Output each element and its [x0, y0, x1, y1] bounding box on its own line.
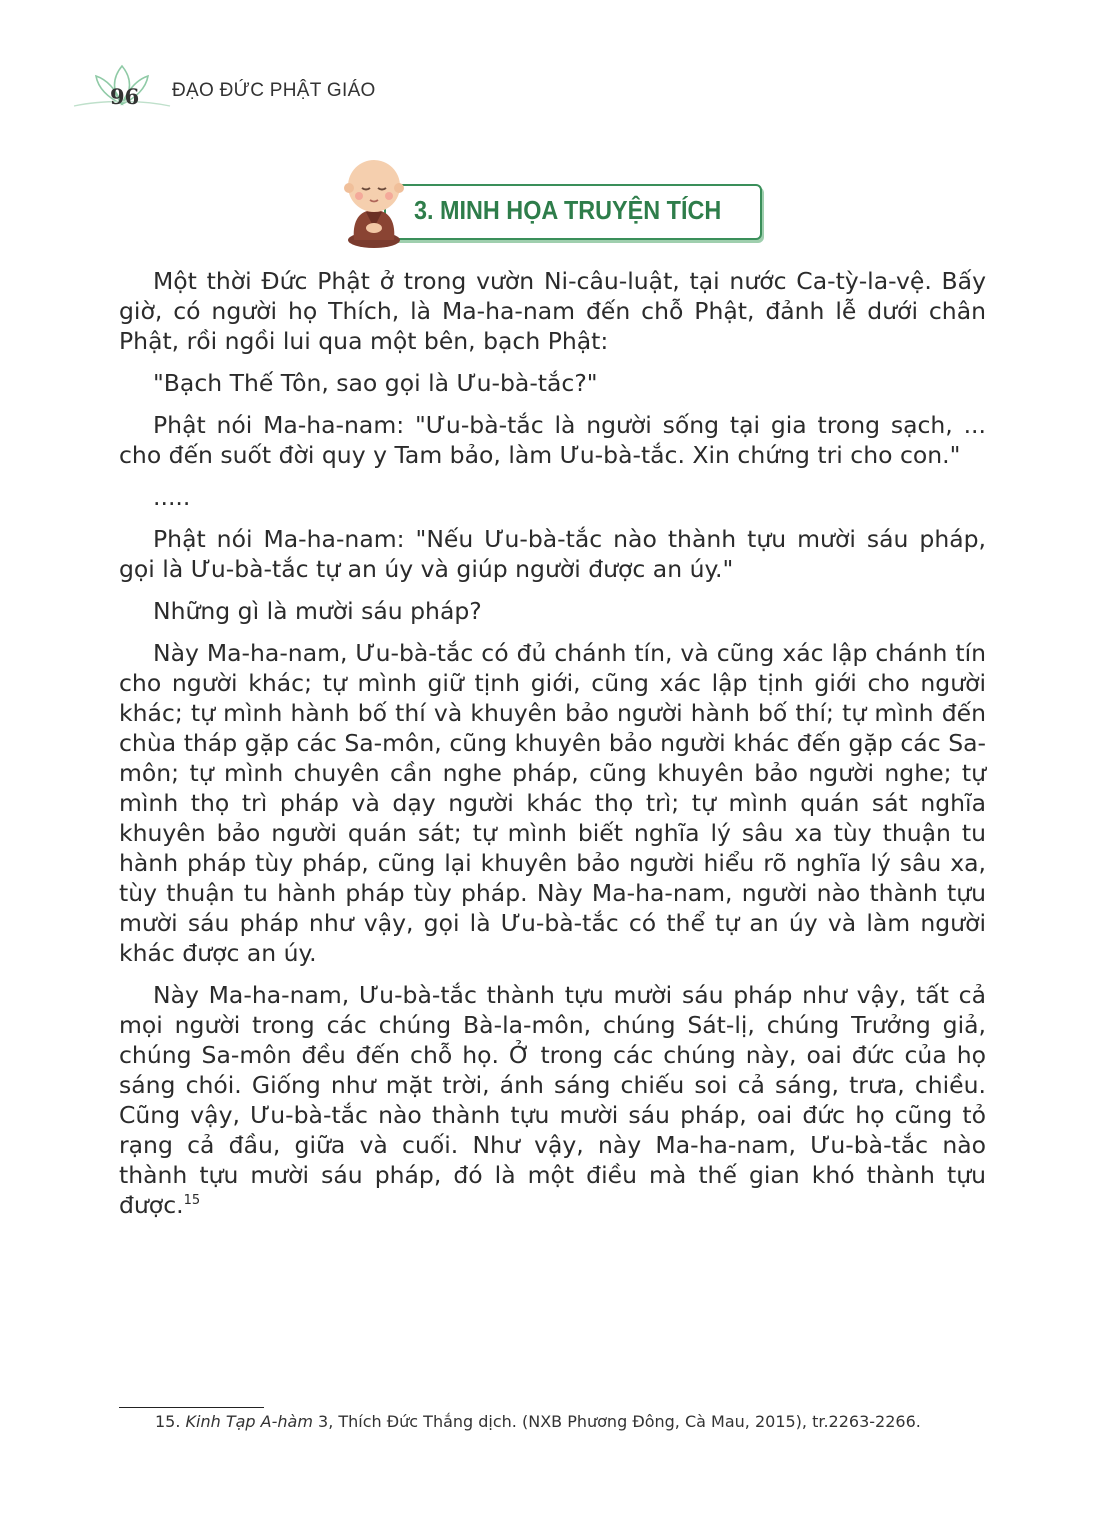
section-title: 3. MINH HỌA TRUYỆN TÍCH — [414, 195, 722, 225]
paragraph-ellipsis: ..... — [153, 483, 191, 511]
paragraph-2: "Bạch Thế Tôn, sao gọi là Ưu-bà-tắc?" — [153, 369, 598, 397]
heading-box — [384, 184, 762, 240]
running-title: ĐẠO ĐỨC PHẬT GIÁO — [172, 80, 376, 101]
paragraph-1: Một thời Đức Phật ở trong vườn Ni-câu-luật, tại nước Ca-tỳ-la-vệ. Bấy giờ, có người họ Thích, là Ma-ha-nam đến chỗ Phật, đảnh lễ dưới chân Phật, rồi ngồi lui qua một bên, bạch Phật: — [119, 267, 986, 355]
story-body — [119, 266, 986, 1232]
paragraph-3: Phật nói Ma-ha-nam: "Ưu-bà-tắc là người sống tại gia trong sạch, ... cho đến suốt đời quy y Tam bảo, làm Ưu-bà-tắc. Xin chứng tri cho con." — [119, 411, 986, 469]
monk-icon — [340, 154, 412, 250]
paragraph-8 — [119, 980, 986, 1220]
paragraph-5: Phật nói Ma-ha-nam: "Nếu Ưu-bà-tắc nào thành tựu mười sáu pháp, gọi là Ưu-bà-tắc tự an úy và giúp người được an úy." — [119, 525, 986, 583]
paragraph-7: Này Ma-ha-nam, Ưu-bà-tắc có đủ chánh tín, và cũng xác lập chánh tín cho người khác; tự mình giữ tịnh giới, cũng xác lập tịnh giới cho người khác; tự mình hành bố thí và khuyên bảo người hành bố thí; tự mình đến chùa tháp gặp các Sa-môn, cũng khuyên bảo người khác đến gặp các Sa-môn; tự mình chuyên cần nghe pháp, cũng khuyên bảo người nghe; tự mình thọ trì pháp và dạy người khác thọ trì; tự mình quán sát nghĩa khuyên bảo người quán sát; tự mình biết nghĩa lý sâu xa tùy thuận tu hành pháp tùy pháp, cũng lại khuyên bảo người hiểu rõ nghĩa lý sâu xa, tùy thuận tu hành pháp tùy pháp. Này Ma-ha-nam, người nào thành tựu mười sáu pháp như vậy, gọi là Ưu-bà-tắc có thể tự an úy và làm người khác được an úy. — [119, 639, 986, 967]
footnote-title: Kinh Tạp A-hàm — [185, 1412, 313, 1431]
footnote-text: 3, Thích Đức Thắng dịch. (NXB Phương Đông, Cà Mau, 2015), tr.2263-2266. — [312, 1412, 921, 1431]
footnote-divider — [119, 1407, 264, 1408]
paragraph-6: Những gì là mười sáu pháp? — [153, 597, 482, 625]
section-heading — [340, 154, 764, 250]
footnote — [155, 1412, 1055, 1431]
page-header — [72, 62, 392, 114]
footnote-number: 15. — [155, 1412, 181, 1431]
page-number: 96 — [110, 84, 140, 109]
paragraph-8-text: Này Ma-ha-nam, Ưu-bà-tắc thành tựu mười sáu pháp như vậy, tất cả mọi người trong các chúng Bà-la-môn, chúng Sát-lị, chúng Trưởng giả, chúng Sa-môn đều đến chỗ họ. Ở trong các chúng này, oai đức của họ sáng chói. Giống như mặt trời, ánh sáng chiếu soi cả sáng, trưa, chiều. Cũng vậy, Ưu-bà-tắc nào thành tựu mười sáu pháp, oai đức họ cũng tỏ rạng cả đầu, giữa và cuối. Như vậy, này Ma-ha-nam, Ưu-bà-tắc nào thành tựu mười sáu pháp, đó là một điều mà thế gian khó thành tựu được. — [119, 981, 986, 1219]
footnote-reference: 15 — [183, 1193, 201, 1209]
